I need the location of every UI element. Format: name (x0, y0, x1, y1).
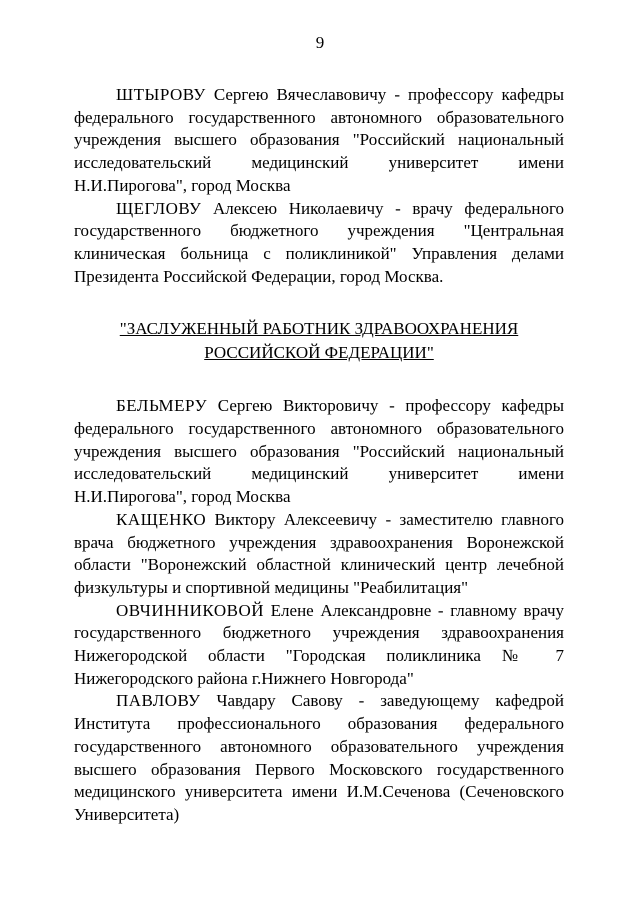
award-entry (74, 600, 564, 691)
page-number: 9 (315, 33, 325, 52)
recipient-details: Сергею Вячеславовичу - профессору кафедры федерального государственного автономного образовательного учреждения высшего образования "Российский национальный исследовательский медицинский университет имени Н.И.Пирогова", город Москва (74, 85, 564, 195)
award-entry (74, 509, 564, 600)
recipient-details: Елене Александровне - главному врачу государственного бюджетного учреждения здравоохранения Нижегородской области "Городская поликлиника № 7 Нижегородского района г.Нижнего Новгорода" (74, 600, 564, 688)
award-title-line-1: "ЗАСЛУЖЕННЫЙ РАБОТНИК ЗДРАВООХРАНЕНИЯ (119, 319, 519, 339)
recipient-details: Чавдару Савову - заведующему кафедрой Института профессионального образования федерального государственного автономного образовательного учреждения высшего образования Первого Московского государственного медицинского университета имени И.М.Сеченова (Сеченовского Университета) (74, 691, 564, 824)
section-2 (74, 395, 564, 826)
recipient-surname: ЩЕГЛОВУ (116, 198, 202, 218)
award-title-line-2: РОССИЙСКОЙ ФЕДЕРАЦИИ" (204, 343, 434, 363)
award-entry (74, 84, 564, 198)
recipient-details: Сергею Викторовичу - профессору кафедры федерального государственного автономного образовательного учреждения высшего образования "Российский национальный исследовательский медицинский университет имени Н.И.Пирогова", город Москва (74, 396, 564, 507)
award-entry (74, 395, 564, 509)
recipient-surname: КАЩЕНКО (116, 509, 207, 529)
recipient-surname: ПАВЛОВУ (116, 691, 201, 711)
recipient-details: Алексею Николаевичу - врачу федерального государственного бюджетного учреждения "Центральная клиническая больница с поликлиникой" Управления делами Президента Российской Федерации, город Москва. (74, 198, 564, 286)
award-entry (74, 690, 564, 826)
recipient-surname: ОВЧИННИКОВОЙ (116, 600, 265, 620)
recipient-surname: БЕЛЬМЕРУ (116, 396, 208, 416)
award-entry (74, 198, 564, 289)
recipient-surname: ШТЫРОВУ (116, 85, 206, 104)
document-body (74, 84, 564, 827)
recipient-details: Виктору Алексеевичу - заместителю главного врача бюджетного учреждения здравоохранения Воронежской области "Воронежский областной клинический центр лечебной физкультуры и спортивной медицины "Реабилитация" (74, 509, 564, 597)
award-title (74, 317, 564, 365)
section-1 (74, 84, 564, 288)
